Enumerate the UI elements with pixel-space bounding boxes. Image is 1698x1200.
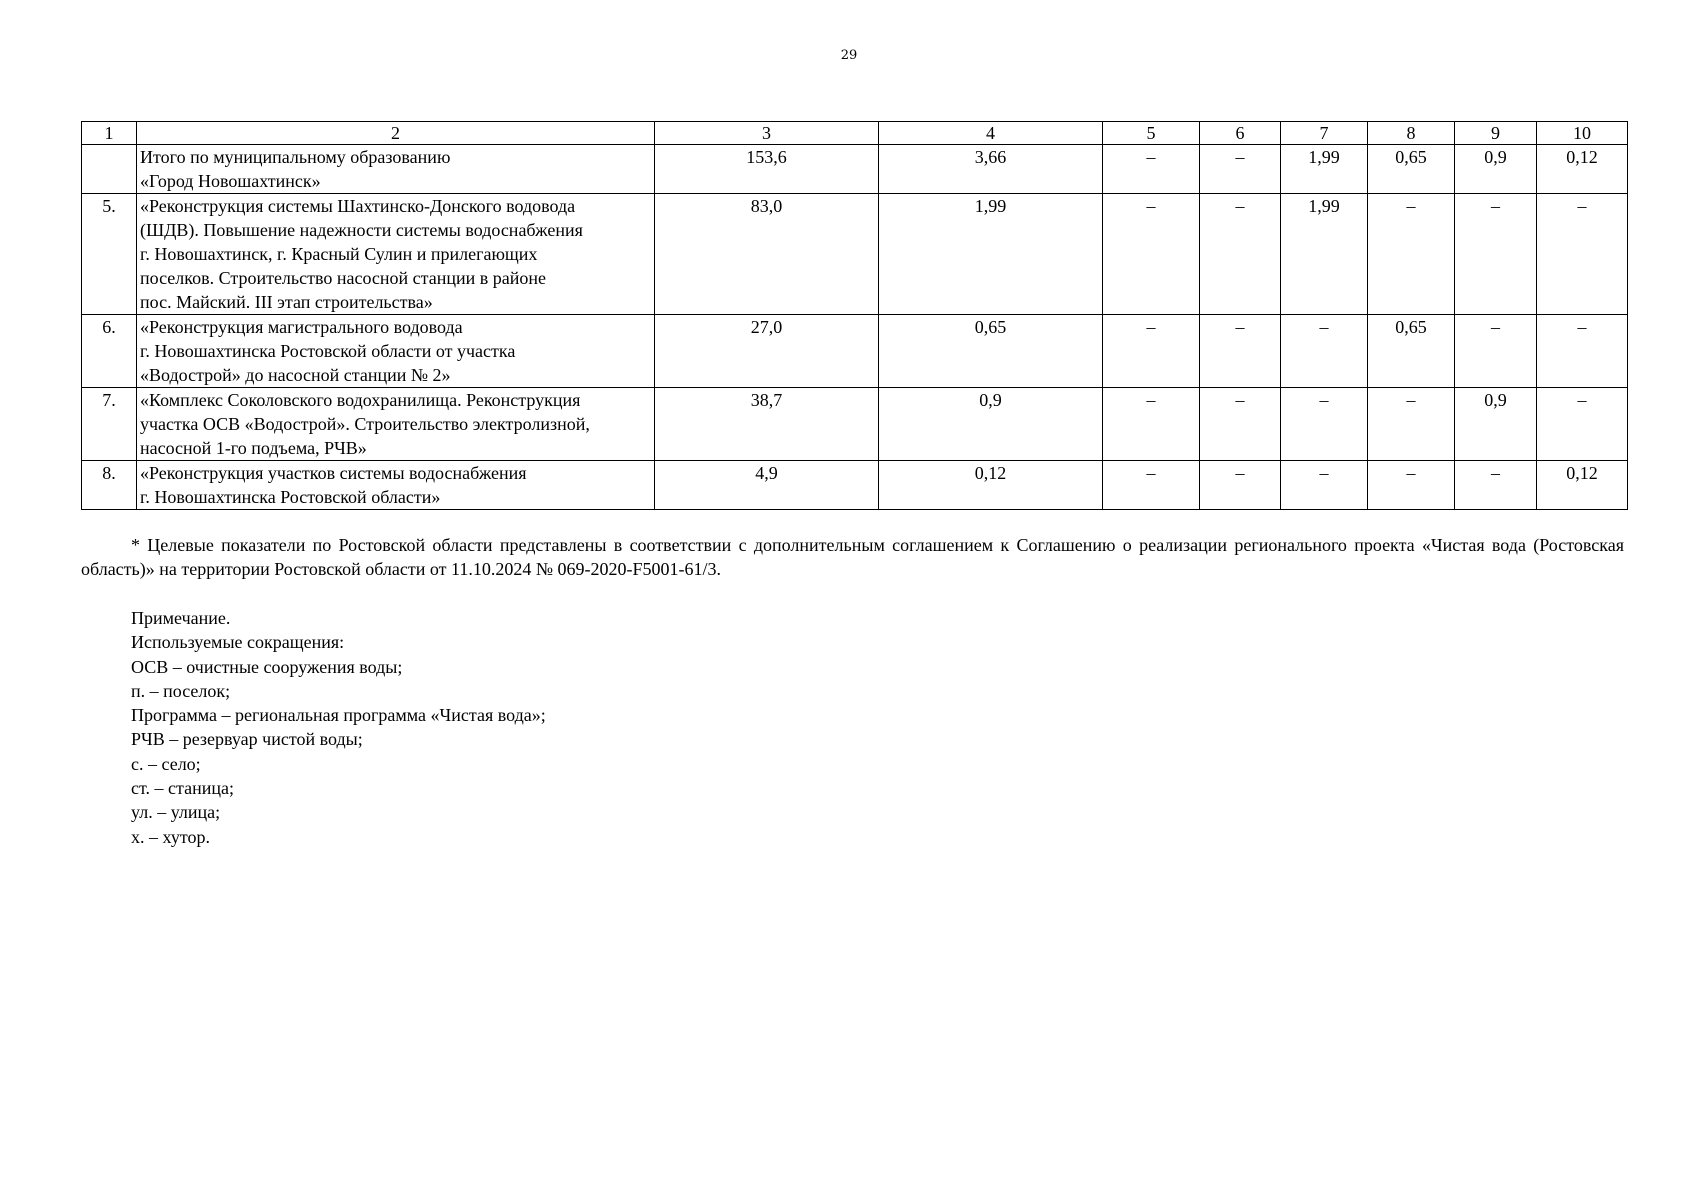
header-cell: 6 <box>1200 122 1281 145</box>
project-name-line: г. Новошахтинска Ростовской области от участка <box>140 341 516 361</box>
table-header-row <box>82 122 1628 145</box>
value-cell: – <box>1368 388 1455 461</box>
project-name-line: «Город Новошахтинск» <box>140 171 321 191</box>
value-cell: – <box>1368 461 1455 510</box>
row-number-cell: 6. <box>82 315 137 388</box>
project-name-line: пос. Майский. III этап строительства» <box>140 292 433 312</box>
value-cell: – <box>1200 315 1281 388</box>
table-row <box>82 145 1628 194</box>
abbreviation-item: РЧВ – резервуар чистой воды; <box>131 729 363 750</box>
abbreviation-item: ул. – улица; <box>131 802 221 823</box>
header-cell: 10 <box>1537 122 1628 145</box>
project-name-line: поселков. Строительство насосной станции в районе <box>140 268 547 288</box>
value-cell: – <box>1200 194 1281 315</box>
value-cell: – <box>1200 145 1281 194</box>
project-name-line: «Реконструкция участков системы водоснабжения <box>140 463 527 483</box>
project-name-cell <box>137 461 655 510</box>
value-cell: 3,66 <box>879 145 1103 194</box>
page-number: 29 <box>840 48 858 63</box>
project-name-cell <box>137 388 655 461</box>
data-table <box>81 121 1628 510</box>
value-cell: 38,7 <box>655 388 879 461</box>
row-number-cell <box>82 145 137 194</box>
project-name-line: Итого по муниципальному образованию <box>140 147 451 167</box>
value-cell: – <box>1281 315 1368 388</box>
value-cell: 4,9 <box>655 461 879 510</box>
notes-title: Примечание. <box>131 608 231 628</box>
project-name-line: «Водострой» до насосной станции № 2» <box>140 365 451 385</box>
header-cell: 9 <box>1455 122 1537 145</box>
value-cell: 1,99 <box>1281 145 1368 194</box>
value-cell: 27,0 <box>655 315 879 388</box>
abbreviation-item: ОСВ – очистные сооружения воды; <box>131 656 403 677</box>
value-cell: 0,12 <box>879 461 1103 510</box>
value-cell: – <box>1103 461 1200 510</box>
notes-subtitle: Используемые сокращения: <box>131 632 345 653</box>
value-cell: – <box>1281 461 1368 510</box>
footnote: * Целевые показатели по Ростовской области представлены в соответствии с дополнительным соглашением к Соглашению о реализации регионального проекта «Чистая вода (Ростовская область)» на территории Ростовской области от 11.10.2024 № 069-2020-F5001-61/3. <box>81 535 1624 579</box>
table-row <box>82 315 1628 388</box>
value-cell: – <box>1455 461 1537 510</box>
value-cell: 0,65 <box>879 315 1103 388</box>
value-cell: 0,9 <box>879 388 1103 461</box>
notes-block <box>131 606 1331 849</box>
table-row <box>82 461 1628 510</box>
value-cell: – <box>1455 315 1537 388</box>
value-cell: 0,65 <box>1368 315 1455 388</box>
project-name-line: «Комплекс Соколовского водохранилища. Реконструкция <box>140 390 581 410</box>
row-number-cell: 8. <box>82 461 137 510</box>
header-cell: 3 <box>655 122 879 145</box>
abbreviation-item: х. – хутор. <box>131 826 210 847</box>
abbreviation-item: п. – поселок; <box>131 680 231 701</box>
header-cell: 4 <box>879 122 1103 145</box>
value-cell: – <box>1368 194 1455 315</box>
project-name-line: «Реконструкция магистрального водовода <box>140 317 463 337</box>
value-cell: 83,0 <box>655 194 879 315</box>
table-row <box>82 388 1628 461</box>
value-cell: 0,9 <box>1455 388 1537 461</box>
row-number-cell: 7. <box>82 388 137 461</box>
value-cell: – <box>1103 388 1200 461</box>
value-cell: – <box>1455 194 1537 315</box>
project-name-cell <box>137 315 655 388</box>
table-row <box>82 194 1628 315</box>
project-name-line: «Реконструкция системы Шахтинско-Донского водовода <box>140 196 576 216</box>
header-cell: 8 <box>1368 122 1455 145</box>
value-cell: 0,65 <box>1368 145 1455 194</box>
value-cell: – <box>1103 145 1200 194</box>
project-name-line: насосной 1-го подъема, РЧВ» <box>140 438 367 458</box>
value-cell: – <box>1103 315 1200 388</box>
value-cell: – <box>1103 194 1200 315</box>
header-cell: 7 <box>1281 122 1368 145</box>
value-cell: 0,12 <box>1537 461 1628 510</box>
value-cell: – <box>1537 194 1628 315</box>
header-cell: 1 <box>82 122 137 145</box>
value-cell: 1,99 <box>879 194 1103 315</box>
value-cell: – <box>1200 461 1281 510</box>
row-number-cell: 5. <box>82 194 137 315</box>
project-name-cell <box>137 194 655 315</box>
value-cell: – <box>1537 388 1628 461</box>
value-cell: – <box>1200 388 1281 461</box>
value-cell: – <box>1537 315 1628 388</box>
project-name-line: г. Новошахтинска Ростовской области» <box>140 487 441 507</box>
value-cell: 153,6 <box>655 145 879 194</box>
value-cell: 1,99 <box>1281 194 1368 315</box>
abbreviation-item: ст. – станица; <box>131 778 234 799</box>
value-cell: – <box>1281 388 1368 461</box>
value-cell: 0,12 <box>1537 145 1628 194</box>
project-name-line: участка ОСВ «Водострой». Строительство электролизной, <box>140 414 590 434</box>
header-cell: 2 <box>137 122 655 145</box>
project-name-line: г. Новошахтинск, г. Красный Сулин и прилегающих <box>140 244 538 264</box>
value-cell: 0,9 <box>1455 145 1537 194</box>
header-cell: 5 <box>1103 122 1200 145</box>
abbreviation-item: Программа – региональная программа «Чистая вода»; <box>131 705 546 726</box>
project-name-line: (ШДВ). Повышение надежности системы водоснабжения <box>140 220 583 240</box>
abbreviation-item: с. – село; <box>131 753 201 774</box>
project-name-cell <box>137 145 655 194</box>
